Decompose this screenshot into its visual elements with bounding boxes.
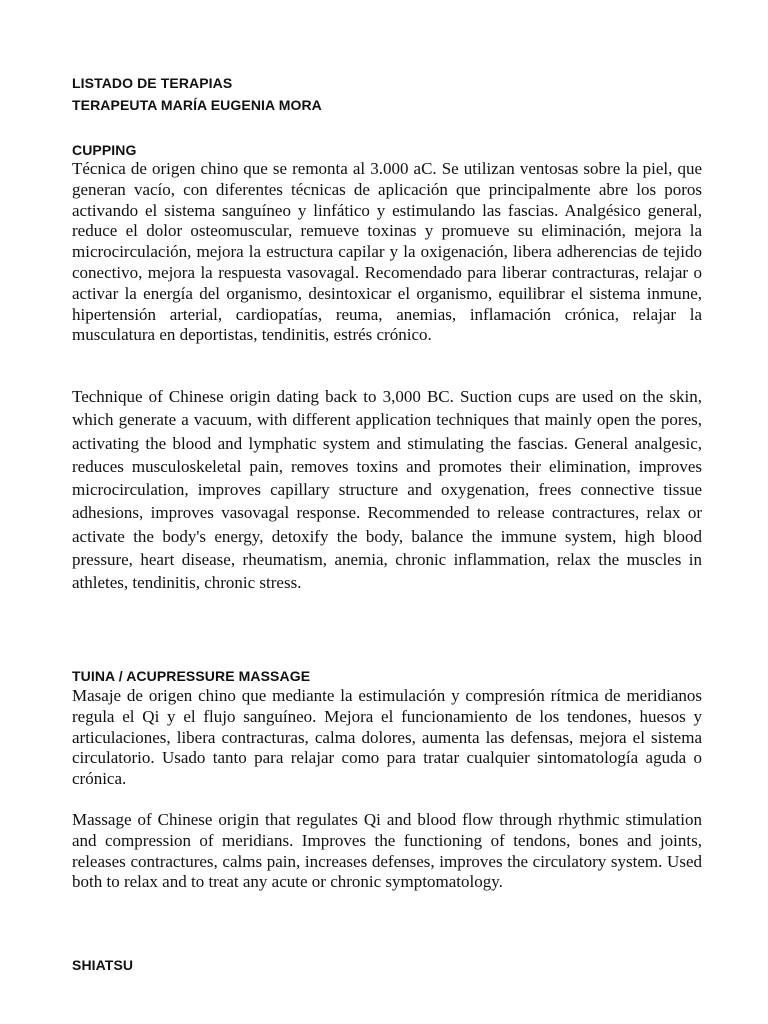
document-title: LISTADO DE TERAPIAS [72,75,233,91]
section-heading-shiatsu: SHIATSU [72,957,134,973]
cupping-english-paragraph: Technique of Chinese origin dating back to 3,000 BC. Suction cups are used on the skin, which generate a vacuum, with different application techniques that mainly open the pores, activating the blood and lymphatic system and stimulating the fascias. General analgesic, reduces musculoskeletal pain, removes toxins and promotes their elimination, improves microcirculation, improves capillary structure and oxygenation, frees connective tissue adhesions, improves vasovagal response. Recommended to release contractures, relax or activate the body's energy, detoxify the body, balance the immune system, high blood pressure, heart disease, rheumatism, anemia, chronic inflammation, relax the muscles in athletes, tendinitis, chronic stress. [72,387,702,593]
cupping-spanish-paragraph: Técnica de origen chino que se remonta al 3.000 aC. Se utilizan ventosas sobre la piel, que generan vacío, con diferentes técnicas de aplicación que principalmente abre los poros activando el sistema sanguíneo y linfático y estimulando las fascias. Analgésico general, reduce el dolor osteomuscular, remueve toxinas y promueve su eliminación, mejora la microcirculación, mejora la estructura capilar y la oxigenación, libera adherencias de tejido conectivo, mejora la respuesta vasovagal. Recomendado para liberar contracturas, relajar o activar la energía del organismo, desintoxicar el organismo, equilibrar el sistema inmune, hipertensión arterial, cardiopatías, reuma, anemias, inflamación crónica, relajar la musculatura en deportistas, tendinitis, estrés crónico. [72,159,702,345]
therapist-name: TERAPEUTA MARÍA EUGENIA MORA [72,97,322,113]
tuina-spanish-paragraph: Masaje de origen chino que mediante la estimulación y compresión rítmica de meridianos regula el Qi y el flujo sanguíneo. Mejora el funcionamiento de los tendones, huesos y articulaciones, libera contracturas, calma dolores, aumenta las defensas, mejora el sistema circulatorio. Usado tanto para relajar como para tratar cualquier sintomatología aguda o crónica. [72,686,702,789]
tuina-english-paragraph: Massage of Chinese origin that regulates Qi and blood flow through rhythmic stimulation and compression of meridians. Improves the functioning of tendons, bones and joints, releases contractures, calms pain, increases defenses, improves the circulatory system. Used both to relax and to treat any acute or chronic symptomatology. [72,810,702,892]
section-heading-tuina: TUINA / ACUPRESSURE MASSAGE [72,668,311,684]
section-heading-cupping: CUPPING [72,142,137,158]
